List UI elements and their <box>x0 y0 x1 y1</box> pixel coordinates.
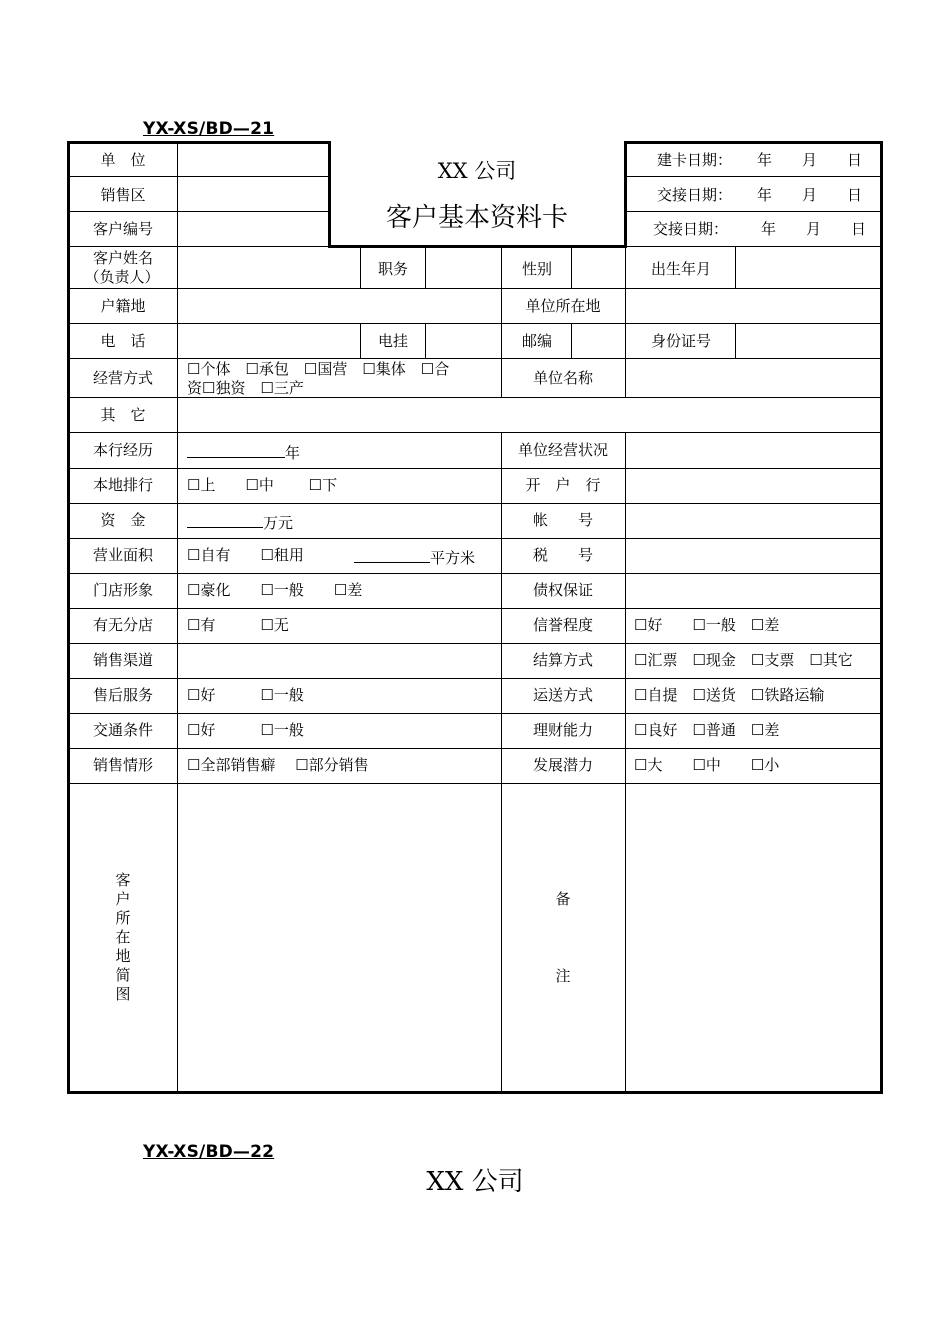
label-credit-guarantee: 债权保证 <box>532 581 594 599</box>
label-phone: 电 话 <box>100 332 146 350</box>
label-sales-situation: 销售情形 <box>92 756 154 774</box>
label-capital: 资 金 <box>100 511 146 529</box>
label-industry-experience: 本行经历 <box>92 441 154 459</box>
handover-date-value-2: 年 月 日 <box>761 220 867 238</box>
settlement-options: ☐汇票 ☐现金 ☐支票 ☐其它 <box>634 651 853 669</box>
industry-experience-unit: 年 <box>285 444 301 462</box>
business-area-unit: 平方米 <box>430 549 476 567</box>
business-mode-options-line1: ☐个体 ☐承包 ☐国营 ☐集体 ☐合 <box>187 360 450 378</box>
transport-options: ☐好 ☐一般 <box>187 721 304 739</box>
label-customer-no: 客户编号 <box>92 220 154 238</box>
industry-experience-field <box>187 443 300 461</box>
label-person-in-charge: （负责人） <box>84 268 160 286</box>
label-pager: 电挂 <box>377 332 409 350</box>
label-handover-date-2: 交接日期： <box>653 220 729 238</box>
label-delivery: 运送方式 <box>532 686 594 704</box>
form-title: 客户基本资料卡 <box>385 203 569 233</box>
sales-situation-options: ☐全部销售癖 ☐部分销售 <box>187 756 369 774</box>
delivery-options: ☐自提 ☐送货 ☐铁路运输 <box>634 686 825 704</box>
label-card-date: 建卡日期： <box>657 151 733 169</box>
branch-store-options: ☐有 ☐无 <box>187 616 289 634</box>
label-handover-date-1: 交接日期： <box>657 186 733 204</box>
label-birth-date: 出生年月 <box>650 260 712 278</box>
label-location-sketch: 客 户 所 在 地 简 图 <box>115 871 131 1003</box>
label-growth-potential: 发展潜力 <box>532 756 594 774</box>
next-form-code: YX-XS/BD—22 <box>143 1142 275 1162</box>
label-company-name: 单位名称 <box>532 369 594 387</box>
label-store-image: 门店形象 <box>92 581 154 599</box>
label-account: 帐 号 <box>532 511 594 529</box>
growth-potential-options: ☐大 ☐中 ☐小 <box>634 756 780 774</box>
store-image-options: ☐豪化 ☐一般 ☐差 <box>187 581 363 599</box>
label-business-area: 营业面积 <box>92 546 154 564</box>
handover-date-value-1: 年 月 日 <box>757 186 863 204</box>
label-gender: 性别 <box>521 260 553 278</box>
capital-field <box>187 513 293 531</box>
card-date-value: 年 月 日 <box>757 151 863 169</box>
label-postcode: 邮编 <box>521 332 553 350</box>
label-remark-1: 备 <box>555 890 571 908</box>
business-area-options: ☐自有 ☐租用 <box>187 546 304 564</box>
label-position: 职务 <box>377 260 409 278</box>
label-company-location: 单位所在地 <box>525 297 601 315</box>
label-after-sales: 售后服务 <box>92 686 154 704</box>
label-remark-2: 注 <box>555 967 571 985</box>
capital-unit: 万元 <box>263 514 294 532</box>
label-id-number: 身份证号 <box>650 332 712 350</box>
local-ranking-options: ☐上 ☐中 ☐下 <box>187 476 338 494</box>
label-sales-channel: 销售渠道 <box>92 651 154 669</box>
label-customer-name: 客户姓名 <box>92 249 154 267</box>
remarks-area[interactable] <box>627 785 879 1090</box>
financial-ability-options: ☐良好 ☐普通 ☐差 <box>634 721 780 739</box>
next-company-name: XX 公司 <box>426 1167 524 1197</box>
form-code: YX-XS/BD—21 <box>143 119 275 139</box>
label-bank: 开 户 行 <box>525 476 601 494</box>
label-branch-store: 有无分店 <box>92 616 154 634</box>
label-reputation: 信誉程度 <box>532 616 594 634</box>
label-other: 其 它 <box>100 406 146 424</box>
label-local-ranking: 本地排行 <box>92 476 154 494</box>
label-tax-no: 税 号 <box>532 546 594 564</box>
label-unit: 单 位 <box>100 151 146 169</box>
label-financial-ability: 理财能力 <box>532 721 594 739</box>
reputation-options: ☐好 ☐一般 ☐差 <box>634 616 780 634</box>
business-mode-options-line2: 资☐独资 ☐三产 <box>187 379 304 397</box>
after-sales-options: ☐好 ☐一般 <box>187 686 304 704</box>
business-area-field <box>354 548 475 566</box>
label-sales-area: 销售区 <box>100 186 146 204</box>
label-operation-status: 单位经营状况 <box>517 441 609 459</box>
label-transport: 交通条件 <box>92 721 154 739</box>
label-hukou: 户籍地 <box>100 297 146 315</box>
label-business-mode: 经营方式 <box>92 369 154 387</box>
location-sketch-area[interactable] <box>179 785 500 1090</box>
company-name: XX 公司 <box>437 159 517 183</box>
label-settlement: 结算方式 <box>532 651 594 669</box>
